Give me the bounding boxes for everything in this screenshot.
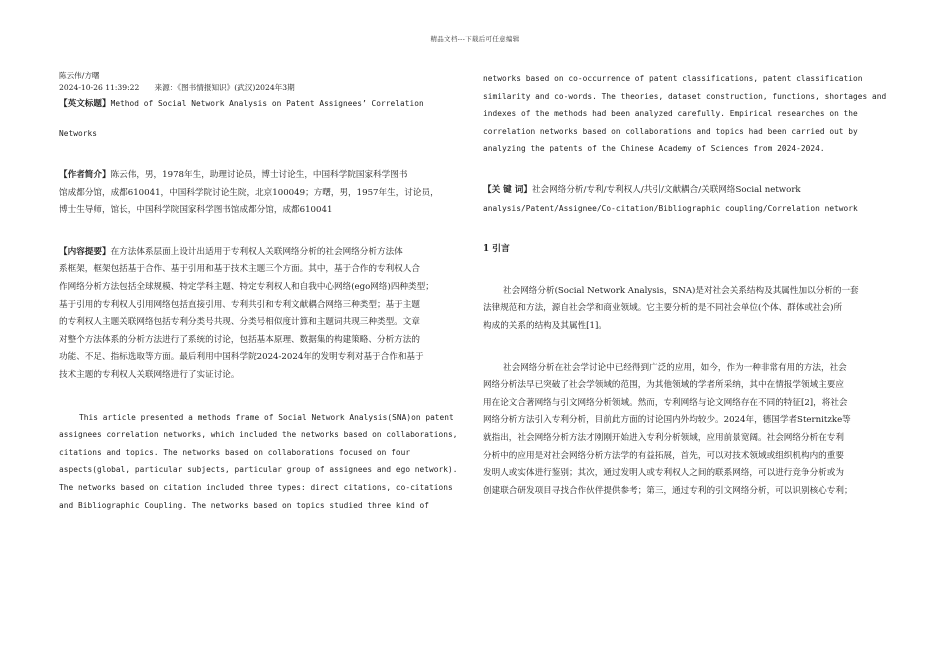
english-title-line [59,95,459,114]
author-names: 陈云伟/方曙 [59,71,100,80]
author-intro-text-3: 博士生导师，馆长，中国科学院国家科学图书馆成都分馆，成都610041 [59,205,333,216]
para2-line-5: 就指出，社会网络分析方法才刚刚开始进入专利分析领域，应用前景宽阔。社会网络分析在专利 [483,432,844,443]
keywords-line-1 [483,182,893,200]
keywords-label: 【关 键 词】 [483,184,532,195]
abstract-line-2: 系框架，框架包括基于合作、基于引用和基于技术主题三个方面。其中，基于合作的专利权人合 [59,264,420,275]
english-abstract-line-4: aspects(global, particular subjects, particular group of assignees and ego network). [59,465,458,475]
abstract-line-8: 技术主题的专利权人关联网络进行了实证讨论。 [59,369,240,380]
para2-line-4: 网络分析方法引入专利分析，目前此方面的讨论国内外均较少。2024年，德国学者Sternitzke等 [483,415,851,426]
para2-line-6: 分析中的应用是对社会网络分析方法学的有益拓展，首先，可以对技术领域或组织机构内的重要 [483,450,844,461]
abstract-line-6: 对整个方法体系的分析方法进行了系统的讨论，包括基本原理、数据集的构建策略、分析方法的 [59,334,420,345]
right-column [483,70,893,500]
english-abstract-line-6: and Bibliographic Coupling. The networks based on topics studied three kind of [59,500,430,510]
author-intro-text: 陈云伟，男，1978年生，助理讨论员，博士讨论生，中国科学院国家科学图书 [110,170,408,180]
english-abstract-line-5: The networks based on citation included three types: direct citations, co-citations [59,482,453,492]
para2-line-3: 用在论文合著网络与引文网络分析领域。然而，专利网络与论文网络存在不同的特征[2]，将社会 [483,397,848,408]
source-meta: 2024-10-26 11:39:22 来源：《图书情报知识》(武汉)2024年3期 [59,83,295,93]
abstract-text: 在方法体系层面上设计出适用于专利权人关联网络分析的社会网络分析方法体 [110,246,403,257]
english-abstract-cont-3: indexes of the methods had been analyzed carefully. Empirical researches on the [483,109,858,119]
english-abstract-line-2: assignees correlation networks, which included the networks based on collaborations, [59,430,458,440]
english-abstract-cont-5: analyzing the patents of the Chinese Academy of Sciences from 2024-2024. [483,144,825,154]
para2-line-7: 发明人或实体进行鉴别；其次，通过发明人或专利权人之间的联系网络，可以进行竞争分析或为 [483,468,844,479]
section-title-introduction: 1 引言 [483,244,510,255]
abstract-label: 【内容提要】 [59,246,111,257]
english-abstract-line-3: citations and topics. The networks based on collaborations focused on four [59,447,411,457]
abstract-line-1 [59,244,459,262]
para2-line-2: 网络分析法早已突破了社会学领域的范围，为其他领域的学者所采纳，其中在情报学领域主要应 [483,380,844,391]
abstract-line-7: 功能、不足、指标选取等方面。最后利用中国科学院2024-2024年的发明专利对基于合作和基于 [59,352,424,363]
abstract-line-3: 作网络分析方法包括全球规模、特定学科主题、特定专利权人和自我中心网络(ego网络)四种类型； [59,281,434,292]
para2-line-1: 社会网络分析在社会学讨论中已经得到广泛的应用，如今，作为一种非常有用的方法，社会 [503,362,847,373]
para1-line-3: 构成的关系的结构及其属性[1]。 [483,320,607,331]
para2-line-8: 创建联合研发项目寻找合作伙伴提供参考；第三，通过专利的引文网络分析，可以识别核心专利； [483,485,853,496]
english-abstract-cont-2: similarity and co-words. The theories, dataset construction, functions, shortages and [483,91,887,101]
para1-line-2: 法律规范和方法，源自社会学和商业领域。它主要分析的是不同社会单位(个体、群体或社会)所 [483,303,843,314]
keywords-line-2: analysis/Patent/Assignee/Co-citation/Bibliographic coupling/Correlation network [483,203,858,213]
abstract-line-4: 基于引用的专利权人引用网络包括直接引用、专利共引和专利文献耦合网络三种类型；基于主题 [59,299,420,310]
english-abstract-cont-1: networks based on co-occurrence of patent classifications, patent classification [483,74,863,83]
english-abstract-line-1: This article presented a methods frame of Social Network Analysis(SNA)on patent [79,412,454,422]
abstract-line-5: 的专利权人主题关联网络包括专利分类号共现、分类号相似度计算和主题词共现三种类型。文章 [59,317,420,328]
english-title-label: 【英文标题】 [59,98,111,109]
para1-line-1: 社会网络分析(Social Network Analysis，SNA)是对社会关系结构及其属性加以分析的一套 [503,285,859,296]
page-header: 精品文档---下载后可任意编辑 [430,35,520,43]
english-title-text-cont: Networks [59,129,97,139]
english-title-text: Method of Social Network Analysis on Patent Assignees’ Correlation [110,98,424,108]
author-intro-line [59,167,459,185]
english-abstract-cont-4: correlation networks based on collaborations and topics had been carried out by [483,126,858,136]
left-column [59,70,459,514]
author-intro-text-2: 馆成都分馆，成都610041，中国科学院讨论生院，北京100049；方曙，男，1957年生，讨论员， [59,187,439,198]
keywords-text: 社会网络分析/专利/专利权人/共引/文献耦合/关联网络Social network [531,184,801,195]
author-intro-label: 【作者简介】 [59,170,111,180]
